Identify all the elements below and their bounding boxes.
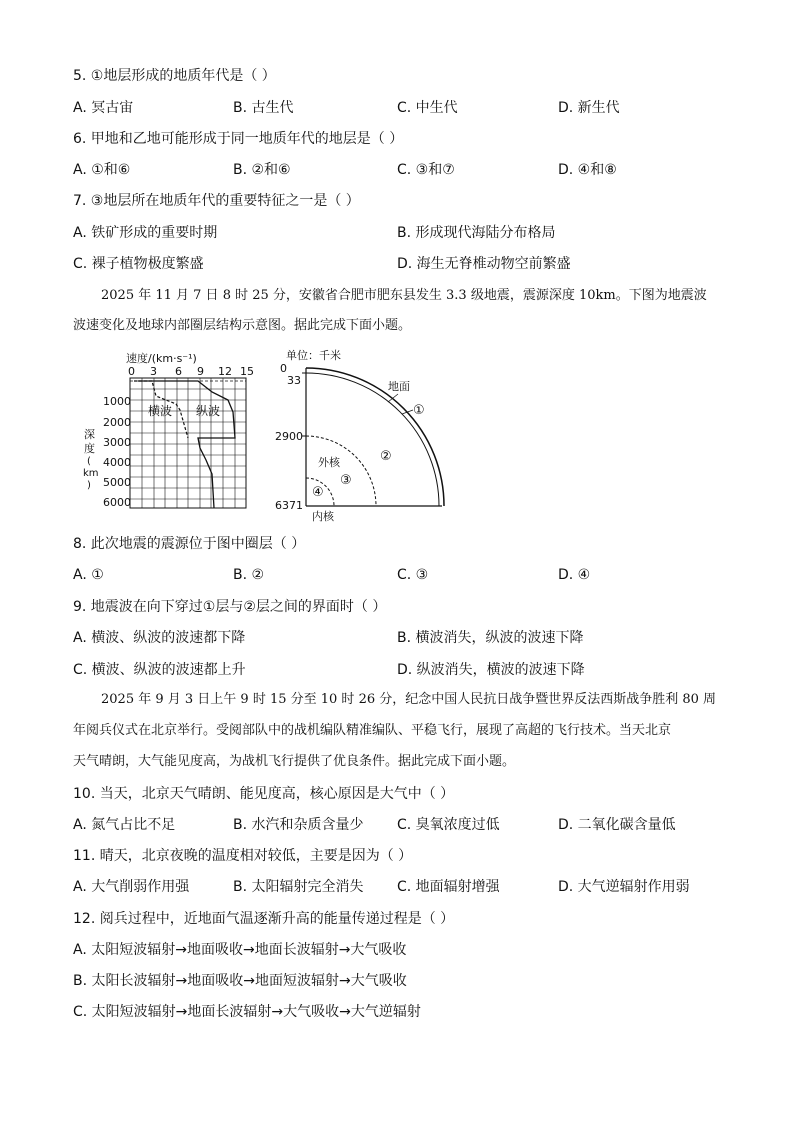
depth-axis-label-4: km: [83, 468, 99, 479]
depth-axis-label-5: ): [87, 480, 91, 491]
q8-option-d: D. ④: [558, 567, 591, 583]
question-11-stem: 11. 晴天，北京夜晚的温度相对较低，主要是因为（ ）: [73, 848, 413, 864]
q12-option-b: B. 太阳长波辐射→地面吸收→地面短波辐射→大气吸收: [73, 973, 407, 989]
q9-option-d: D. 纵波消失，横波的波速下降: [397, 662, 585, 678]
q10-option-a: A. 氮气占比不足: [73, 817, 176, 833]
layer-4-label: ④: [312, 485, 324, 500]
question-8-stem: 8. 此次地震的震源位于图中圈层（ ）: [73, 536, 306, 552]
q11-option-d: D. 大气逆辐射作用弱: [558, 879, 690, 895]
q6-option-a: A. ①和⑥: [73, 162, 131, 178]
unit-label: 单位：千米: [286, 349, 341, 362]
depth-tick: 5000: [103, 476, 131, 489]
q6-option-d: D. ④和⑧: [558, 162, 617, 178]
q5-option-d: D. 新生代: [558, 100, 620, 116]
q5-option-c: C. 中生代: [397, 100, 458, 116]
question-7-stem: 7. ③地层所在地质年代的重要特征之一是（ ）: [73, 193, 360, 209]
q8-option-b: B. ②: [233, 567, 265, 583]
intro-paragraph-1-line-1: 2025 年 11 月 7 日 8 时 25 分，安徽省合肥市肥东县发生 3.3 级地震，震源深度 10km。下图为地震波: [101, 288, 707, 303]
q6-option-b: B. ②和⑥: [233, 162, 291, 178]
speed-tick: 6: [175, 365, 182, 378]
intro-paragraph-2-line-1: 2025 年 9 月 3 日上午 9 时 15 分至 10 时 26 分，纪念中国人民抗日战争暨世界反法西斯战争胜利 80 周: [101, 692, 717, 707]
inner-core-label: 内核: [312, 510, 334, 523]
outer-core-label: 外核: [318, 456, 340, 469]
q11-option-a: A. 大气削弱作用强: [73, 879, 190, 895]
q9-option-c: C. 横波、纵波的波速都上升: [73, 662, 246, 678]
question-9-stem: 9. 地震波在向下穿过①层与②层之间的界面时（ ）: [73, 599, 387, 615]
depth-value-33: 33: [287, 374, 301, 387]
question-10-stem: 10. 当天，北京天气晴朗、能见度高，核心原因是大气中（ ）: [73, 786, 455, 802]
q6-option-c: C. ③和⑦: [397, 162, 455, 178]
depth-tick: 3000: [103, 436, 131, 449]
s-wave-label: 横波: [148, 404, 173, 418]
depth-tick: 6000: [103, 496, 131, 509]
q5-option-b: B. 古生代: [233, 100, 294, 116]
wave-speed-chart: [83, 351, 254, 509]
p-wave-label: 纵波: [196, 404, 221, 418]
question-12-stem: 12. 阅兵过程中，近地面气温逐渐升高的能量传递过程是（ ）: [73, 911, 455, 927]
question-5-stem: 5. ①地层形成的地质年代是（ ）: [73, 68, 276, 84]
depth-tick: 1000: [103, 395, 131, 408]
q11-option-c: C. 地面辐射增强: [397, 879, 500, 895]
speed-tick: 9: [197, 365, 204, 378]
depth-value-0: 0: [280, 362, 287, 375]
depth-value-6371: 6371: [275, 499, 303, 512]
speed-tick: 0: [128, 365, 135, 378]
q9-option-b: B. 横波消失，纵波的波速下降: [397, 630, 584, 646]
q10-option-c: C. 臭氧浓度过低: [397, 817, 500, 833]
seismic-wave-figure: [80, 348, 460, 528]
surface-label: 地面: [388, 380, 410, 393]
q9-option-a: A. 横波、纵波的波速都下降: [73, 630, 246, 646]
q7-option-b: B. 形成现代海陆分布格局: [397, 225, 556, 241]
depth-value-2900: 2900: [275, 430, 303, 443]
speed-tick: 15: [240, 365, 254, 378]
depth-axis-label-3: (: [87, 456, 91, 467]
depth-axis-label-1: 深: [84, 428, 95, 441]
q7-option-c: C. 裸子植物极度繁盛: [73, 256, 204, 272]
layer-2-label: ②: [380, 449, 392, 464]
q12-option-a: A. 太阳短波辐射→地面吸收→地面长波辐射→大气吸收: [73, 942, 407, 958]
q11-option-b: B. 太阳辐射完全消失: [233, 879, 364, 895]
q5-option-a: A. 冥古宙: [73, 100, 134, 116]
q7-option-d: D. 海生无脊椎动物空前繁盛: [397, 256, 571, 272]
speed-axis-label: 速度/(km·s⁻¹): [126, 352, 197, 365]
earth-structure-diagram: [275, 348, 444, 523]
speed-tick: 3: [150, 365, 157, 378]
depth-tick: 4000: [103, 456, 131, 469]
depth-axis-label-2: 度: [84, 442, 95, 455]
speed-tick: 12: [218, 365, 232, 378]
q10-option-d: D. 二氧化碳含量低: [558, 817, 676, 833]
q10-option-b: B. 水汽和杂质含量少: [233, 817, 364, 833]
q8-option-a: A. ①: [73, 567, 104, 583]
intro-paragraph-2-line-2: 年阅兵仪式在北京举行。受阅部队中的战机编队精准编队、平稳飞行，展现了高超的飞行技术。当天北京: [73, 723, 672, 738]
q12-option-c: C. 太阳短波辐射→地面长波辐射→大气吸收→大气逆辐射: [73, 1004, 421, 1020]
intro-paragraph-2-line-3: 天气晴朗，大气能见度高，为战机飞行提供了优良条件。据此完成下面小题。: [73, 754, 516, 769]
layer-1-label: ①: [413, 403, 425, 418]
layer-3-label: ③: [340, 473, 352, 488]
intro-paragraph-1-line-2: 波速变化及地球内部圈层结构示意图。据此完成下面小题。: [73, 318, 412, 333]
depth-tick: 2000: [103, 416, 131, 429]
question-6-stem: 6. 甲地和乙地可能形成于同一地质年代的地层是（ ）: [73, 131, 404, 147]
q8-option-c: C. ③: [397, 567, 429, 583]
q7-option-a: A. 铁矿形成的重要时期: [73, 225, 218, 241]
